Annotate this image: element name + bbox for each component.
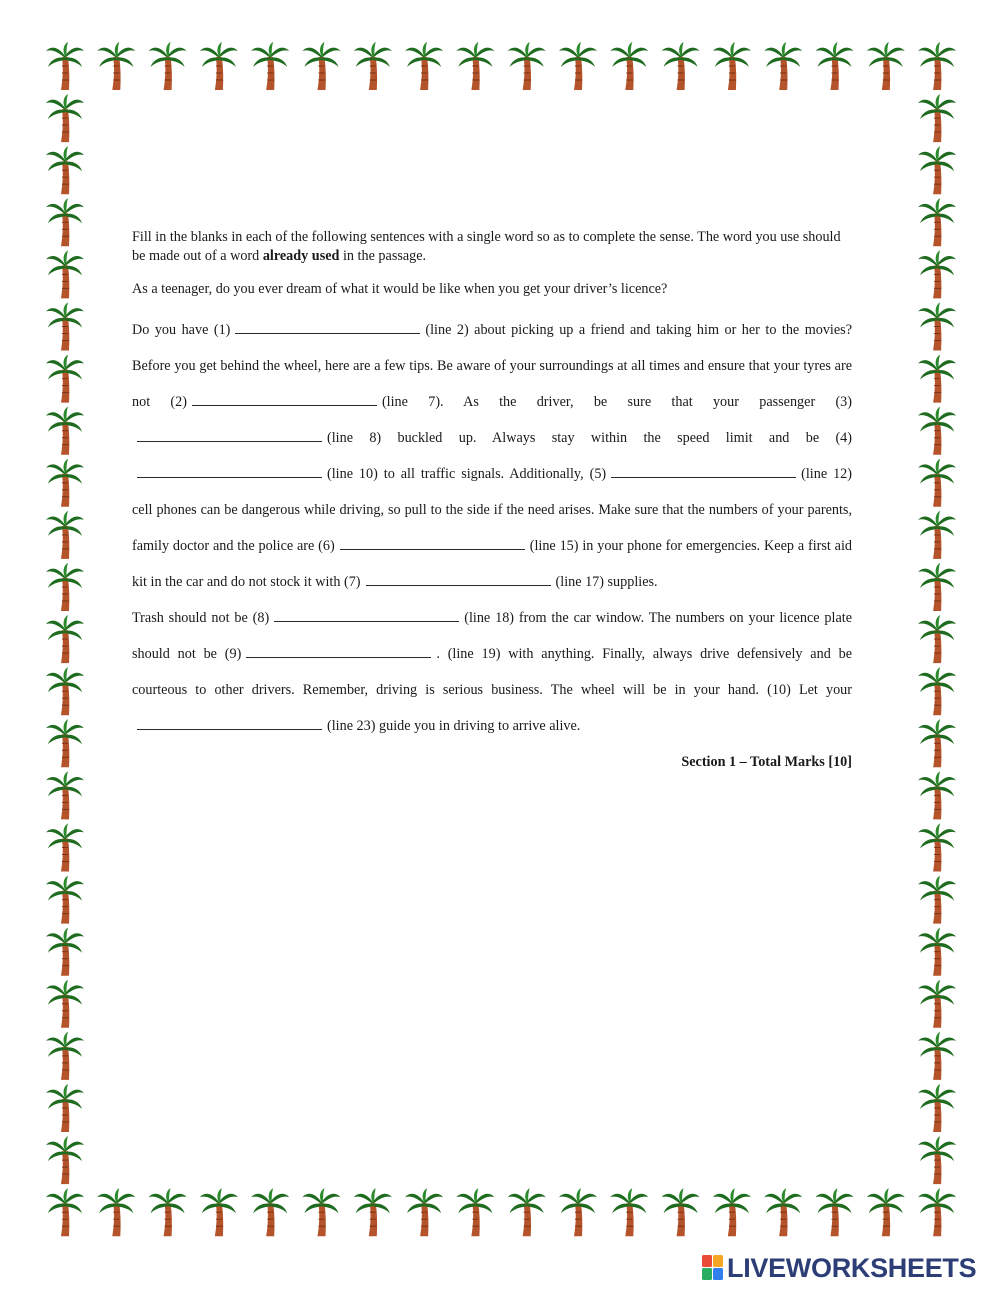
intro-question: As a teenager, do you ever dream of what it would be like when you get your driver’s licence?	[132, 281, 668, 297]
palm-tree-icon	[354, 42, 392, 90]
palm-tree-icon	[97, 1188, 135, 1236]
palm-tree-icon	[46, 407, 84, 455]
answer-blank-9[interactable]	[246, 644, 431, 658]
palm-tree-icon	[46, 459, 84, 507]
palm-tree-icon	[918, 146, 956, 194]
passage-paragraph-2	[132, 600, 852, 744]
palm-tree-icon	[354, 1188, 392, 1236]
palm-tree-icon	[918, 407, 956, 455]
palm-tree-icon	[867, 42, 905, 90]
instructions-end: in the passage.	[339, 248, 427, 264]
palm-tree-icon	[918, 511, 956, 559]
palm-tree-icon	[918, 615, 956, 663]
palm-tree-icon	[405, 42, 443, 90]
palm-tree-icon	[918, 563, 956, 611]
instructions-bold: already used	[262, 248, 340, 264]
palm-tree-icon	[918, 719, 956, 767]
palm-tree-icon	[46, 667, 84, 715]
palm-tree-icon	[46, 1136, 84, 1184]
palm-tree-icon	[918, 824, 956, 872]
answer-blank-8[interactable]	[274, 608, 459, 622]
liveworksheets-logo-icon	[702, 1255, 724, 1281]
palm-tree-icon	[456, 1188, 494, 1236]
palm-tree-icon	[200, 1188, 238, 1236]
passage-text: Trash should not be (8)	[132, 610, 270, 626]
palm-tree-icon	[46, 198, 84, 246]
palm-tree-icon	[303, 42, 341, 90]
passage-text: (line 10) to all traffic signals. Additionally, (5)	[327, 466, 607, 482]
palm-tree-icon	[918, 1188, 956, 1236]
answer-blank-2[interactable]	[192, 392, 377, 406]
palm-tree-icon	[46, 928, 84, 976]
palm-tree-icon	[918, 250, 956, 298]
palm-tree-icon	[508, 1188, 546, 1236]
palm-tree-icon	[251, 42, 289, 90]
palm-tree-icon	[46, 980, 84, 1028]
answer-blank-10[interactable]	[137, 716, 322, 730]
palm-tree-icon	[559, 1188, 597, 1236]
palm-tree-icon	[918, 980, 956, 1028]
palm-tree-icon	[662, 42, 700, 90]
palm-tree-icon	[713, 42, 751, 90]
palm-tree-icon	[46, 250, 84, 298]
palm-tree-icon	[46, 876, 84, 924]
passage-paragraph-1	[132, 312, 852, 600]
palm-tree-icon	[764, 42, 802, 90]
palm-tree-icon	[713, 1188, 751, 1236]
palm-tree-icon	[918, 928, 956, 976]
palm-tree-icon	[918, 1136, 956, 1184]
palm-tree-icon	[46, 563, 84, 611]
passage-text: (line 7). As the driver, be sure that your passenger (3)	[381, 394, 852, 410]
passage-text: (line 15) in your phone for emergencies. Keep a first aid kit in the car and do not stock it with (7)	[132, 538, 853, 590]
palm-tree-icon	[918, 771, 956, 819]
palm-tree-icon	[918, 667, 956, 715]
passage-text: (line 17) supplies.	[555, 574, 658, 590]
palm-tree-icon	[46, 146, 84, 194]
palm-tree-icon	[46, 824, 84, 872]
answer-blank-4[interactable]	[137, 464, 322, 478]
answer-blank-6[interactable]	[340, 536, 525, 550]
palm-tree-icon	[610, 42, 648, 90]
palm-tree-icon	[46, 355, 84, 403]
palm-tree-icon	[918, 198, 956, 246]
palm-tree-icon	[918, 303, 956, 351]
passage-text: (line 2) about picking up a friend and taking him or her to the movies? Before you get behind the wheel, here are a few tips. Be aware of your surroundings at all times and ensure that your tyres are not (2)	[132, 322, 852, 410]
palm-tree-icon	[662, 1188, 700, 1236]
palm-tree-icon	[46, 1032, 84, 1080]
palm-tree-icon	[251, 1188, 289, 1236]
palm-tree-icon	[46, 719, 84, 767]
palm-tree-icon	[918, 42, 956, 90]
answer-blank-7[interactable]	[366, 572, 551, 586]
palm-tree-icon	[918, 876, 956, 924]
palm-tree-icon	[46, 1084, 84, 1132]
palm-tree-icon	[764, 1188, 802, 1236]
palm-tree-icon	[918, 1032, 956, 1080]
instructions	[132, 228, 852, 266]
palm-tree-icon	[918, 94, 956, 142]
palm-tree-icon	[46, 511, 84, 559]
instructions-text: Fill in the blanks in each of the following sentences with a single word so as to complete the sense. The word you use should be made out of a word	[132, 229, 841, 264]
palm-tree-icon	[97, 42, 135, 90]
palm-tree-icon	[816, 1188, 854, 1236]
palm-tree-icon	[46, 303, 84, 351]
palm-tree-icon	[303, 1188, 341, 1236]
palm-tree-icon	[149, 1188, 187, 1236]
palm-tree-icon	[508, 42, 546, 90]
passage-text: Do you have (1)	[132, 322, 231, 338]
palm-tree-icon	[918, 1084, 956, 1132]
section-total-marks: Section 1 – Total Marks [10]	[681, 754, 852, 770]
palm-tree-icon	[918, 459, 956, 507]
worksheet	[132, 228, 852, 780]
passage-text: (line 8) buckled up. Always stay within the speed limit and be (4)	[327, 430, 852, 446]
passage-text: . (line 19) with anything. Finally, always drive defensively and be courteous to other drivers. Remember, driving is serious business. The wheel will be in your hand. (10) Let your	[132, 646, 852, 698]
palm-tree-icon	[149, 42, 187, 90]
liveworksheets-logo	[702, 1254, 976, 1282]
palm-tree-icon	[867, 1188, 905, 1236]
answer-blank-5[interactable]	[611, 464, 796, 478]
palm-tree-icon	[46, 42, 84, 90]
palm-tree-icon	[456, 42, 494, 90]
palm-tree-icon	[559, 42, 597, 90]
palm-tree-icon	[816, 42, 854, 90]
palm-tree-icon	[610, 1188, 648, 1236]
palm-tree-icon	[46, 615, 84, 663]
palm-tree-icon	[46, 771, 84, 819]
palm-tree-icon	[405, 1188, 443, 1236]
palm-tree-icon	[46, 94, 84, 142]
answer-blank-3[interactable]	[137, 428, 322, 442]
passage-text: (line 18) from the car window. The numbers on your licence plate should not be (9)	[132, 610, 852, 662]
answer-blank-1[interactable]	[235, 320, 420, 334]
brand-name: LIVEWORKSHEETS	[727, 1252, 977, 1283]
passage-text: (line 23) guide you in driving to arrive alive.	[327, 718, 581, 734]
palm-tree-icon	[200, 42, 238, 90]
passage-text: (line 12) cell phones can be dangerous while driving, so pull to the side if the need arises. Make sure that the numbers of your parents, family doctor and the police are (6)	[132, 466, 852, 554]
palm-tree-icon	[46, 1188, 84, 1236]
palm-tree-icon	[918, 355, 956, 403]
